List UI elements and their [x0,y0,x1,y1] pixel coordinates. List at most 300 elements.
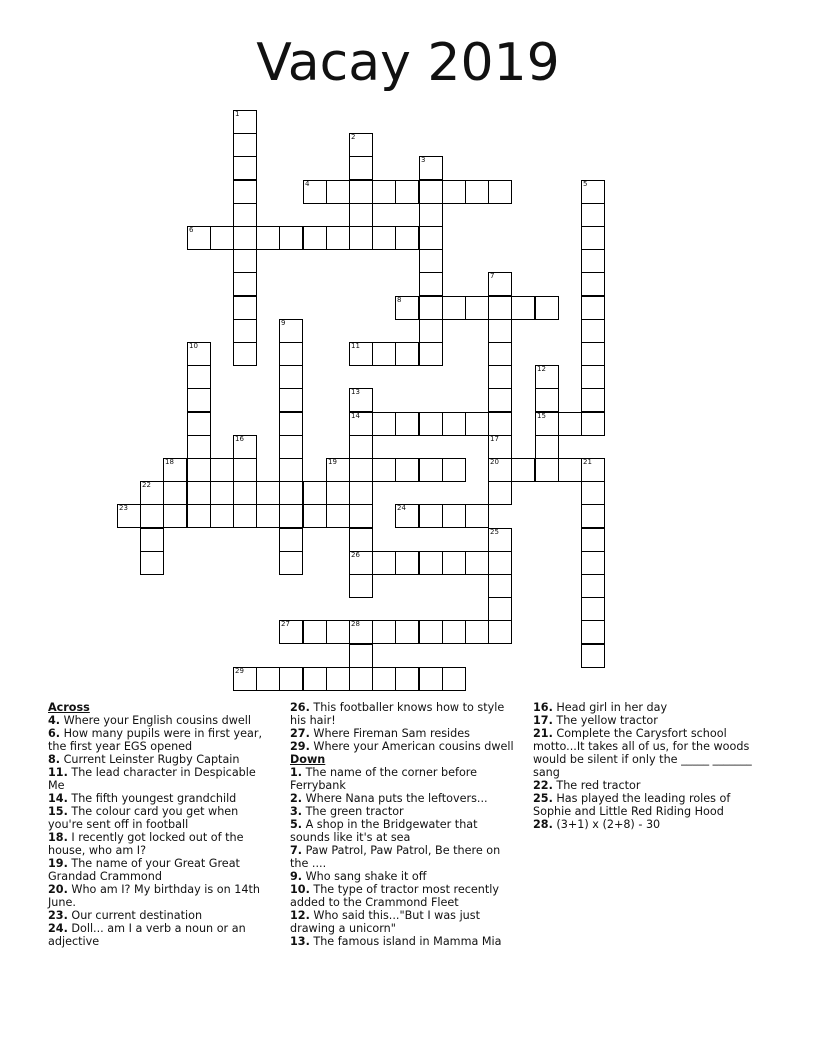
clue-number: 22. [533,779,553,792]
grid-cell[interactable] [279,365,303,389]
grid-cell[interactable] [488,342,512,366]
grid-cell[interactable] [419,458,443,482]
clue-number: 4. [48,714,61,727]
grid-cell[interactable] [581,203,605,227]
grid-cell[interactable] [326,504,350,528]
grid-cell[interactable] [395,667,419,691]
down-clue [533,818,768,831]
grid-cell[interactable] [581,226,605,250]
grid-cell[interactable] [419,667,443,691]
grid-cell[interactable] [488,620,512,644]
down-clue [290,935,520,948]
grid-cell[interactable] [419,156,443,180]
clue-text: How many pupils were in first year, the first year EGS opened [48,727,262,753]
grid-cell[interactable] [581,365,605,389]
clue-number: 15. [48,805,68,818]
clue-number: 14. [48,792,68,805]
grid-cell[interactable] [233,319,257,343]
grid-cell[interactable] [163,481,187,505]
grid-cell[interactable] [581,481,605,505]
grid-cell[interactable] [465,620,489,644]
grid-cell[interactable] [488,528,512,552]
cell-number: 2 [351,133,356,141]
grid-cell[interactable] [326,667,350,691]
grid-cell[interactable] [187,458,211,482]
grid-cell[interactable] [395,226,419,250]
grid-cell[interactable] [233,667,257,691]
grid-cell[interactable] [349,574,373,598]
grid-cell[interactable] [349,203,373,227]
grid-cell[interactable] [581,388,605,412]
grid-cell[interactable] [279,388,303,412]
clue-number: 27. [290,727,310,740]
grid-cell[interactable] [349,644,373,668]
grid-cell[interactable] [372,458,396,482]
clue-text: Who am I? My birthday is on 14th June. [48,883,260,909]
grid-cell[interactable] [395,458,419,482]
across-clue [48,909,273,922]
cell-number: 10 [189,342,198,350]
grid-cell[interactable] [303,481,327,505]
cell-number: 28 [351,620,360,628]
across-clue [48,766,273,792]
grid-cell[interactable] [535,458,559,482]
grid-cell[interactable] [395,342,419,366]
grid-cell[interactable] [488,319,512,343]
clue-column-2 [290,701,520,948]
grid-cell[interactable] [303,504,327,528]
cell-number: 4 [305,180,310,188]
clue-column-3 [533,701,768,831]
grid-cell[interactable] [581,644,605,668]
cell-number: 25 [490,528,499,536]
grid-cell[interactable] [233,458,257,482]
across-clue [48,727,273,753]
down-clue [533,792,768,818]
grid-cell[interactable] [419,342,443,366]
grid-cell[interactable] [442,296,466,320]
clue-number: 25. [533,792,553,805]
grid-cell[interactable] [442,458,466,482]
grid-cell[interactable] [465,296,489,320]
grid-cell[interactable] [349,481,373,505]
grid-cell[interactable] [303,620,327,644]
across-clue [48,831,273,857]
grid-cell[interactable] [140,504,164,528]
grid-cell[interactable] [233,226,257,250]
grid-cell[interactable] [419,620,443,644]
clue-text: Where your American cousins dwell [309,740,514,753]
clue-number: 19. [48,857,68,870]
clue-column-1 [48,701,273,948]
grid-cell[interactable] [419,551,443,575]
clue-text: Paw Patrol, Paw Patrol, Be there on the .... [290,844,501,870]
grid-cell[interactable] [419,319,443,343]
grid-cell[interactable] [419,412,443,436]
grid-cell[interactable] [581,528,605,552]
clue-number: 9. [290,870,303,883]
grid-cell[interactable] [581,412,605,436]
across-clue [48,883,273,909]
grid-cell[interactable] [163,504,187,528]
grid-cell[interactable] [419,226,443,250]
grid-cell[interactable] [581,249,605,273]
cell-number: 6 [189,226,194,234]
grid-cell[interactable] [210,226,234,250]
grid-cell[interactable] [419,296,443,320]
cell-number: 13 [351,388,360,396]
grid-cell[interactable] [488,458,512,482]
cell-number: 15 [537,412,546,420]
down-clue [290,909,520,935]
grid-cell[interactable] [442,551,466,575]
grid-cell[interactable] [349,458,373,482]
clue-text: The red tractor [552,779,641,792]
cell-number: 3 [421,156,426,164]
clue-text: This footballer knows how to style his hair! [290,701,505,727]
grid-cell[interactable] [395,551,419,575]
grid-cell[interactable] [233,504,257,528]
grid-cell[interactable] [372,342,396,366]
grid-cell[interactable] [349,551,373,575]
cell-number: 23 [119,504,128,512]
grid-cell[interactable] [465,504,489,528]
grid-cell[interactable] [210,481,234,505]
grid-cell[interactable] [256,667,280,691]
clue-number: 23. [48,909,68,922]
across-clue [48,714,273,727]
grid-cell[interactable] [233,435,257,459]
grid-cell[interactable] [279,412,303,436]
grid-cell[interactable] [372,412,396,436]
clue-number: 8. [48,753,61,766]
grid-cell[interactable] [581,272,605,296]
clue-text: The fifth youngest grandchild [67,792,237,805]
grid-cell[interactable] [187,388,211,412]
grid-cell[interactable] [349,435,373,459]
clue-number: 3. [290,805,303,818]
grid-cell[interactable] [349,226,373,250]
clue-text: I recently got locked out of the house, who am I? [48,831,244,857]
cell-number: 1 [235,110,240,118]
cell-number: 7 [490,272,495,280]
grid-cell[interactable] [488,574,512,598]
grid-cell[interactable] [326,226,350,250]
across-clue [290,740,520,753]
grid-cell[interactable] [395,180,419,204]
clue-text: Where your English cousins dwell [60,714,251,727]
grid-cell[interactable] [349,180,373,204]
grid-cell[interactable] [233,249,257,273]
grid-cell[interactable] [187,412,211,436]
grid-cell[interactable] [326,620,350,644]
grid-cell[interactable] [349,156,373,180]
grid-cell[interactable] [279,319,303,343]
clue-text: Where Nana puts the leftovers... [302,792,488,805]
grid-cell[interactable] [326,180,350,204]
grid-cell[interactable] [279,435,303,459]
grid-cell[interactable] [395,296,419,320]
grid-cell[interactable] [256,226,280,250]
clue-text: Current Leinster Rugby Captain [60,753,240,766]
clue-number: 2. [290,792,303,805]
grid-cell[interactable] [581,319,605,343]
grid-cell[interactable] [581,458,605,482]
cell-number: 12 [537,365,546,373]
grid-cell[interactable] [140,528,164,552]
grid-cell[interactable] [303,226,327,250]
grid-cell[interactable] [233,342,257,366]
cell-number: 26 [351,551,360,559]
grid-cell[interactable] [419,180,443,204]
cell-number: 21 [583,458,592,466]
grid-cell[interactable] [511,458,535,482]
clue-text: The colour card you get when you're sent off in football [48,805,239,831]
clue-number: 16. [533,701,553,714]
cell-number: 18 [165,458,174,466]
grid-cell[interactable] [581,342,605,366]
grid-cell[interactable] [303,667,327,691]
across-clue [48,792,273,805]
grid-cell[interactable] [442,620,466,644]
clue-text: Our current destination [67,909,203,922]
clue-text: The name of the corner before Ferrybank [290,766,478,792]
grid-cell[interactable] [349,133,373,157]
grid-cell[interactable] [488,551,512,575]
grid-cell[interactable] [210,458,234,482]
grid-cell[interactable] [349,412,373,436]
grid-cell[interactable] [117,504,141,528]
clue-text: Has played the leading roles of Sophie and Little Red Riding Hood [533,792,731,818]
grid-cell[interactable] [187,481,211,505]
grid-cell[interactable] [349,667,373,691]
grid-cell[interactable] [488,272,512,296]
grid-cell[interactable] [349,342,373,366]
grid-cell[interactable] [279,528,303,552]
grid-cell[interactable] [581,551,605,575]
clue-text: The yellow tractor [552,714,658,727]
cell-number: 22 [142,481,151,489]
grid-cell[interactable] [233,133,257,157]
grid-cell[interactable] [419,272,443,296]
cell-number: 19 [328,458,337,466]
clue-text: (3+1) x (2+8) - 30 [552,818,661,831]
clue-text: Doll... am I a verb a noun or an adjective [48,922,246,948]
grid-cell[interactable] [488,296,512,320]
down-clue [290,870,520,883]
clue-text: Who sang shake it off [302,870,427,883]
grid-cell[interactable] [372,180,396,204]
grid-cell[interactable] [419,203,443,227]
grid-cell[interactable] [279,458,303,482]
grid-cell[interactable] [163,458,187,482]
cell-number: 27 [281,620,290,628]
down-clue [533,714,768,727]
grid-cell[interactable] [279,226,303,250]
across-header: Across [48,701,90,714]
clue-number: 18. [48,831,68,844]
grid-cell[interactable] [419,504,443,528]
grid-cell[interactable] [187,435,211,459]
cell-number: 20 [490,458,499,466]
grid-cell[interactable] [581,504,605,528]
grid-cell[interactable] [233,110,257,134]
grid-cell[interactable] [465,412,489,436]
clue-number: 29. [290,740,310,753]
grid-cell[interactable] [395,504,419,528]
grid-cell[interactable] [419,249,443,273]
down-clue [290,818,520,844]
clue-text: A shop in the Bridgewater that sounds like it's at sea [290,818,478,844]
clue-text: The type of tractor most recently added to the Crammond Fleet [290,883,500,909]
grid-cell[interactable] [372,620,396,644]
clue-number: 20. [48,883,68,896]
grid-cell[interactable] [581,296,605,320]
grid-cell[interactable] [349,620,373,644]
across-clue [48,857,273,883]
grid-cell[interactable] [581,180,605,204]
grid-cell[interactable] [256,481,280,505]
cell-number: 17 [490,435,499,443]
grid-cell[interactable] [233,481,257,505]
clue-number: 26. [290,701,310,714]
grid-cell[interactable] [442,180,466,204]
clue-text: The famous island in Mamma Mia [309,935,502,948]
grid-cell[interactable] [442,667,466,691]
grid-cell[interactable] [187,504,211,528]
grid-cell[interactable] [442,504,466,528]
grid-cell[interactable] [488,435,512,459]
grid-cell[interactable] [558,458,582,482]
grid-cell[interactable] [303,180,327,204]
grid-cell[interactable] [349,528,373,552]
clue-number: 17. [533,714,553,727]
grid-cell[interactable] [279,504,303,528]
clue-text: Who said this..."But I was just drawing a unicorn" [290,909,480,935]
grid-cell[interactable] [233,296,257,320]
grid-cell[interactable] [465,551,489,575]
grid-cell[interactable] [535,365,559,389]
clue-number: 21. [533,727,553,740]
grid-cell[interactable] [140,481,164,505]
clue-number: 5. [290,818,303,831]
clue-number: 10. [290,883,310,896]
puzzle-title: Vacay 2019 [256,33,560,93]
clue-text: Head girl in her day [552,701,668,714]
grid-cell[interactable] [581,597,605,621]
grid-cell[interactable] [372,226,396,250]
clue-number: 12. [290,909,310,922]
grid-cell[interactable] [488,412,512,436]
grid-cell[interactable] [581,620,605,644]
grid-cell[interactable] [535,296,559,320]
cell-number: 11 [351,342,360,350]
cell-number: 8 [397,296,402,304]
grid-cell[interactable] [488,365,512,389]
down-header: Down [290,753,326,766]
grid-cell[interactable] [488,481,512,505]
cell-number: 9 [281,319,286,327]
clue-number: 28. [533,818,553,831]
down-clue [290,805,520,818]
grid-cell[interactable] [581,574,605,598]
down-clue [290,844,520,870]
clue-text: The name of your Great Great Grandad Crammond [48,857,240,883]
clue-number: 6. [48,727,61,740]
across-clue [48,753,273,766]
grid-cell[interactable] [279,342,303,366]
grid-cell[interactable] [233,180,257,204]
grid-cell[interactable] [210,504,234,528]
down-clue [290,766,520,792]
grid-cell[interactable] [558,412,582,436]
grid-cell[interactable] [187,226,211,250]
clue-number: 1. [290,766,303,779]
grid-cell[interactable] [372,667,396,691]
cell-number: 24 [397,504,406,512]
across-clue [290,727,520,740]
grid-cell[interactable] [349,388,373,412]
grid-cell[interactable] [326,458,350,482]
cell-number: 5 [583,180,588,188]
cell-number: 29 [235,667,244,675]
clue-text: The green tractor [302,805,404,818]
clue-number: 7. [290,844,303,857]
down-clue [533,701,768,714]
across-clue [48,922,273,948]
grid-cell[interactable] [233,203,257,227]
grid-cell[interactable] [279,667,303,691]
grid-cell[interactable] [326,481,350,505]
clue-text: The lead character in Despicable Me [48,766,256,792]
clue-number: 13. [290,935,310,948]
clue-number: 11. [48,766,68,779]
grid-cell[interactable] [279,481,303,505]
grid-cell[interactable] [256,504,280,528]
grid-cell[interactable] [535,412,559,436]
down-clue [290,883,520,909]
grid-cell[interactable] [395,620,419,644]
clue-number: 24. [48,922,68,935]
across-clue [48,805,273,831]
down-clue [290,792,520,805]
grid-cell[interactable] [233,156,257,180]
down-clue [533,779,768,792]
clue-text: Complete the Carysfort school motto...It takes all of us, for the woods would be silent if only the _____ _______ sang [533,727,752,779]
grid-cell[interactable] [187,342,211,366]
grid-cell[interactable] [488,388,512,412]
cell-number: 14 [351,412,360,420]
cell-number: 16 [235,435,244,443]
grid-cell[interactable] [372,551,396,575]
grid-cell[interactable] [187,365,211,389]
grid-cell[interactable] [442,412,466,436]
grid-cell[interactable] [511,296,535,320]
grid-cell[interactable] [279,551,303,575]
grid-cell[interactable] [465,180,489,204]
grid-cell[interactable] [279,620,303,644]
across-clue [290,701,520,727]
grid-cell[interactable] [233,272,257,296]
grid-cell[interactable] [140,551,164,575]
grid-cell[interactable] [349,504,373,528]
grid-cell[interactable] [395,412,419,436]
grid-cell[interactable] [535,388,559,412]
grid-cell[interactable] [488,597,512,621]
grid-cell[interactable] [488,180,512,204]
down-clue [533,727,768,779]
grid-cell[interactable] [535,435,559,459]
